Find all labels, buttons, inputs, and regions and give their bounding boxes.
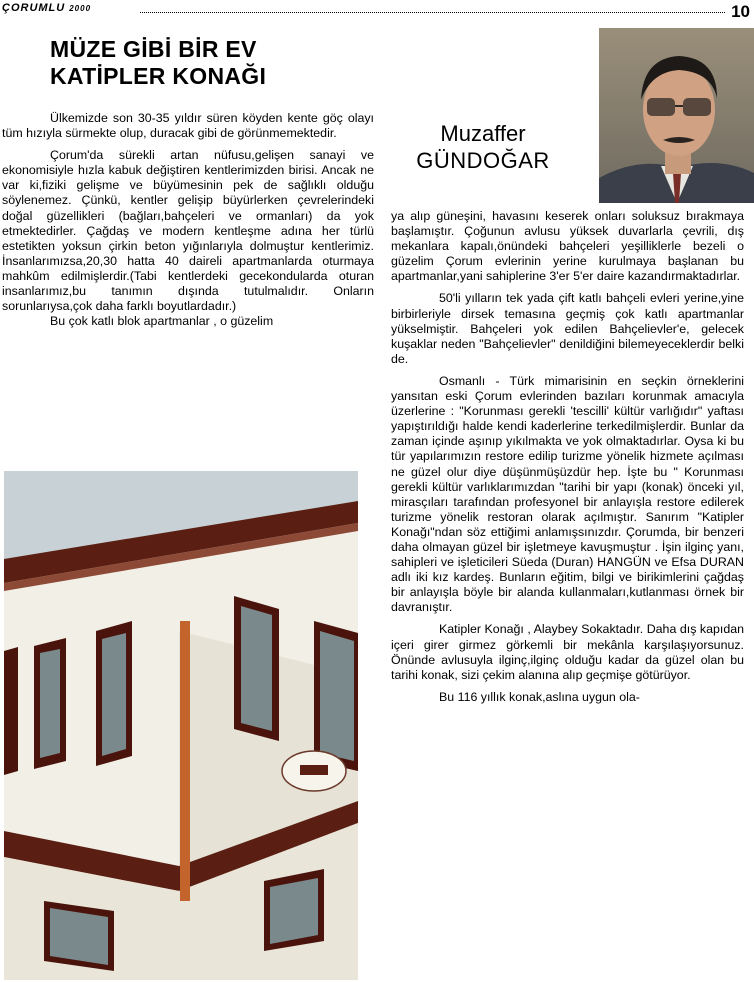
author-portrait: [599, 28, 754, 203]
paragraph: ya alıp güneşini, havasını keserek onları soluksuz bırakmaya başlamıştır. Çoğunun avlusu yüksek duvarlarla çevrili, dış mekanlara kapalı,önündeki bahçeleri yeşilliklerle bezeli o güzelim Çorum evlerinin yerine kurulmaya başlanan bu apartmanlar,yani sahiplerine 3'er 5'er daire kazandırmaktadırlar.: [391, 209, 744, 284]
right-column: [391, 209, 744, 705]
magazine-name: ÇORUMLU: [2, 2, 66, 14]
paragraph: Bu 116 yıllık konak,aslına uygun ola-: [439, 689, 640, 704]
paragraph: Katipler Konağı , Alaybey Sokaktadır. Daha dış kapıdan içeri girer girmez görkemli bir mekânla karşılaşıyorsunuz. Önünde avlusuyla ilginç,ilginç olduğu kadar da güzel olan bu tarihi konak, sizi çekim alanına alıp geçmişe götürüyor.: [391, 622, 744, 682]
magazine-year: 2000: [69, 4, 92, 13]
paragraph: Ülkemizde son 30-35 yıldır süren köyden kente göç olayı tüm hızıyla sürmekte olup, duracak gibi de görünmemektedir.: [2, 111, 374, 141]
paragraph: Bu çok katlı blok apartmanlar , o güzelim: [50, 314, 274, 329]
author-first-name: Muzaffer: [440, 121, 526, 146]
title-line-2: KATİPLER KONAĞI: [50, 63, 267, 89]
title-line-1: MÜZE GİBİ BİR EV: [50, 36, 257, 62]
paragraph: 50'li yılların tek yada çift katlı bahçeli evleri yerine,yine birbirleriyle dirsek temasına geçmiş çok katlı apartmanlar yükselmiştir. Bahçeleri yok edilen Bahçelievler'e, gelecek kuşaklar neden "Bahçelievler" denildiğini bilemeyeceklerdir belki de.: [391, 291, 744, 366]
article-title: [50, 36, 266, 90]
author-last-name: GÜNDOĞAR: [416, 148, 550, 173]
building-photo: [4, 471, 358, 980]
header-rule: [140, 12, 725, 13]
page-number: 10: [731, 2, 750, 21]
paragraph: Osmanlı - Türk mimarisinin en seçkin örneklerini yansıtan eski Çorum evlerinden bazıları korunmak amacıyla üzerlerine : "Korunması gerekli 'tescilli' kültür varlığıdır" yaftası yapıştırıldığı halde kendi kaderlerine terkedilmişlerdir. Bunlar da zaman içinde aşınıp yıkılmakta ve yok olmaktadırlar. Oysa ki bu tür yapılarımızın restore edilip turizme yönelik hizmete açılması ne güzel olur diye düşünmüşüzdür hep. İşte bu " Korunması gerekli kültür varlıklarımızdan "tarihi bir yapı (konak) önceki yıl, mirasçıları tarafından profesyonel bir anlayışla restore edilerek turizme yönelik restoran olarak açılmıştır. Sanırım "Katipler Konağı"ndan söz ettiğimi anlamışsınızdır. Çorumda, bir benzeri daha olmayan güzel bir işletmeye kavuşmuştur . İşin ilginç yanı, sahipleri ve işleticileri Süeda (Duran) HANGÜN ve Efsa DURAN adlı iki kız kardeş. Bunların eğitim, bilgi ve birikimlerini çağdaş bir anlayışla böyle bir alanda kullanmaları,kutlanması örnek bir davranıştır.: [391, 373, 744, 615]
author-byline: [398, 120, 568, 174]
paragraph: Çorum'da sürekli artan nüfusu,gelişen sanayi ve ekonomisiyle hızla kabuk değiştiren kentlerimizden birisi. Ancak ne var ki,fiziki gelişme ve büyümesinin pek de sağlıklı olduğu söylenemez. Çünkü, kentler gelişip büyürlerken çevrelerindeki doğal güzellikleri (bağları,bahçeleri ve ormanları) da yok etmektedirler. Çağdaş ve modern kentleşme adına her türlü estetikten yoksun çirkin beton yığınlarıyla dolmuştur kentlerimiz. İnsanlarımızsa,20,30 hatta 40 daireli apartmanlarda oturmaya mahkûm edilmişlerdir.(Tabi kentlerdeki gecekondularda oturan insanlarımız,bu tanımın dışında tutulmalıdır. Onların sorunlarıysa,çok daha farklı boyutlardadır.): [2, 148, 374, 314]
header-logo: [2, 2, 91, 14]
left-column: [2, 111, 374, 329]
